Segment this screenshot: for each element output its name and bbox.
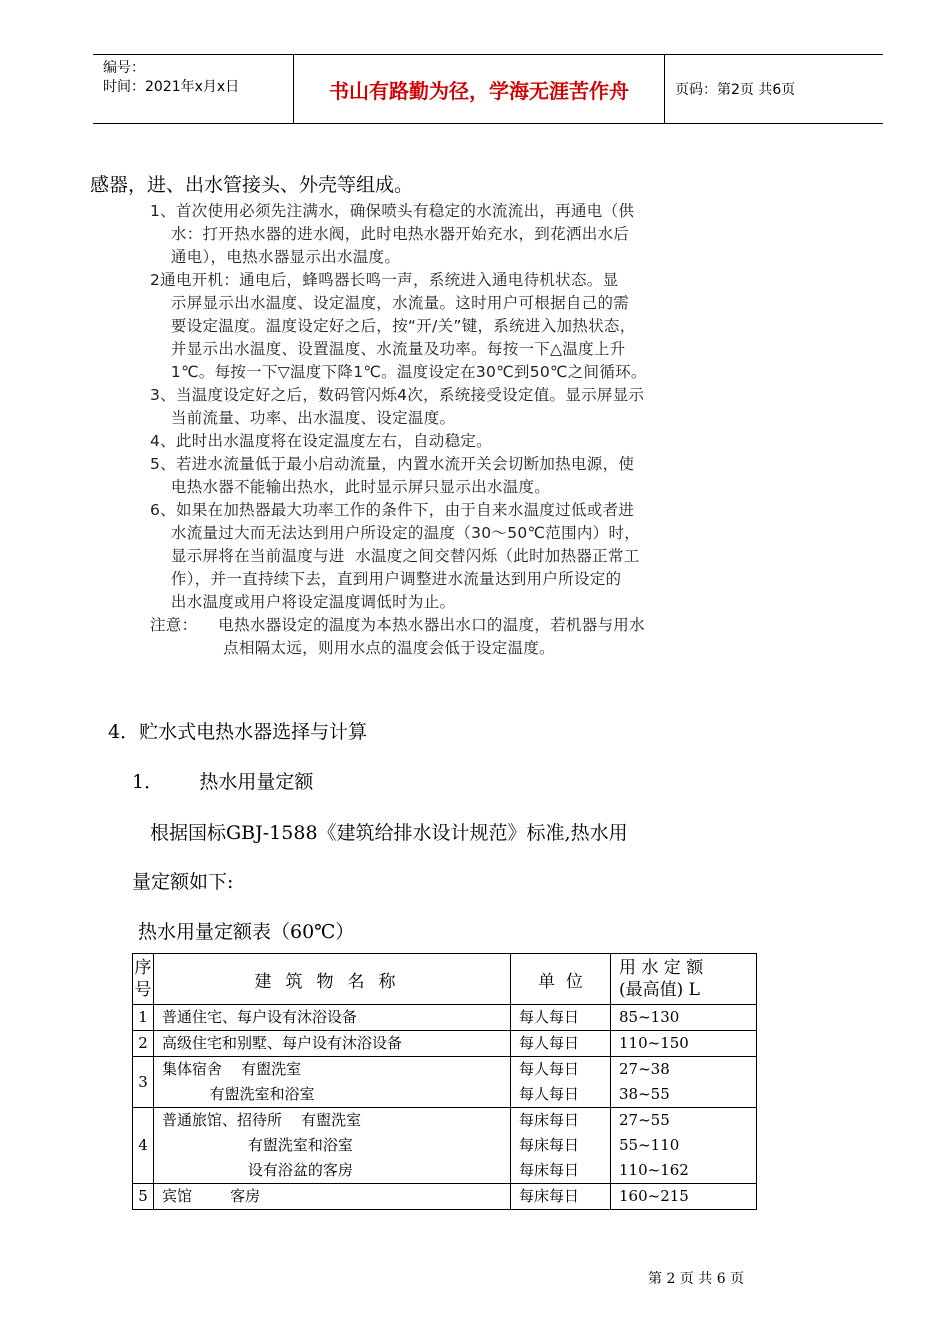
section-title: 4．贮水式电热水器选择与计算 bbox=[108, 721, 368, 743]
building-name: 普通住宅、每户设有沐浴设备 bbox=[162, 1008, 358, 1026]
quota-value: 110~150 bbox=[619, 1034, 689, 1052]
body-line-2: 量定额如下: bbox=[132, 871, 234, 893]
instruction-line: 通电），电热水器显示出水温度。 bbox=[150, 248, 401, 266]
unit-value-cell bbox=[511, 1031, 611, 1057]
quota-value-cell bbox=[611, 1005, 757, 1031]
document-time: 时间：2021年x月x日 bbox=[103, 79, 240, 95]
building-name-cell bbox=[154, 1184, 511, 1210]
quota-value: 55~110 bbox=[619, 1136, 680, 1154]
building-name: 高级住宅和别墅、每户设有沐浴设备 bbox=[162, 1034, 403, 1052]
page-footer: 第 2 页 共 6 页 bbox=[648, 1271, 745, 1287]
row-number: 1 bbox=[133, 1005, 154, 1031]
quota-value: 85~130 bbox=[619, 1008, 680, 1026]
instruction-line: 要设定温度。温度设定好之后，按“开/关”键，系统进入加热状态， bbox=[150, 317, 636, 335]
instruction-line: 作），并一直持续下去，直到用户调整进水流量达到用户所设定的 bbox=[150, 570, 622, 588]
instruction-line: 水：打开热水器的进水阀，此时电热水器开始充水，到花洒出水后 bbox=[150, 225, 630, 243]
building-name: 集体宿舍 有盥洗室 bbox=[162, 1060, 302, 1078]
instruction-line: 电热水器不能输出热水，此时显示屏只显示出水温度。 bbox=[150, 478, 551, 496]
unit-value: 每床每日 bbox=[519, 1161, 580, 1179]
quota-value-cell bbox=[611, 1031, 757, 1057]
instruction-line: 4、此时出水温度将在设定温度左右，自动稳定。 bbox=[150, 432, 492, 450]
unit-value-cell bbox=[511, 1057, 611, 1108]
table-row bbox=[133, 1031, 757, 1057]
instruction-line: 示屏显示出水温度、设定温度，水流量。这时用户可根据自己的需 bbox=[150, 294, 630, 312]
table-row bbox=[133, 1005, 757, 1031]
unit-value: 每人每日 bbox=[519, 1008, 580, 1026]
instruction-line: 1、首次使用必须先注满水，确保喷头有稳定的水流流出，再通电（供 bbox=[150, 202, 635, 220]
quota-value: 27~55 bbox=[619, 1111, 670, 1129]
quota-value-cell bbox=[611, 1108, 757, 1184]
header-unit: 单 位 bbox=[511, 954, 611, 1005]
quota-table bbox=[132, 953, 757, 1210]
unit-value-cell bbox=[511, 1005, 611, 1031]
row-number: 4 bbox=[133, 1108, 154, 1184]
instruction-line: 5、若进水流量低于最小启动流量，内置水流开关会切断加热电源，使 bbox=[150, 455, 635, 473]
header-page-info: 页码：第2页 共6页 bbox=[675, 82, 796, 98]
unit-value: 每人每日 bbox=[519, 1085, 580, 1103]
instruction-line: 当前流量、功率、出水温度、设定温度。 bbox=[150, 409, 456, 427]
building-name: 有盥洗室和浴室 bbox=[162, 1085, 315, 1103]
header-quota: 用 水 定 额 (最高值) L bbox=[611, 954, 757, 1005]
table-row bbox=[133, 1057, 757, 1108]
subsection-title: 1． 热水用量定额 bbox=[132, 771, 314, 793]
row-number: 3 bbox=[133, 1057, 154, 1108]
unit-value: 每床每日 bbox=[519, 1187, 580, 1205]
page-header bbox=[93, 54, 883, 124]
unit-value-cell bbox=[511, 1108, 611, 1184]
header-building: 建筑物名称 bbox=[154, 954, 511, 1005]
table-caption: 热水用量定额表（60℃） bbox=[138, 921, 355, 943]
instruction-line: 注意： 电热水器设定的温度为本热水器出水口的温度，若机器与用水 bbox=[150, 616, 645, 634]
quota-value-cell bbox=[611, 1057, 757, 1108]
instruction-line: 并显示出水温度、设置温度、水流量及功率。每按一下△温度上升 bbox=[150, 340, 626, 358]
instruction-line: 点相隔太远，则用水点的温度会低于设定温度。 bbox=[150, 639, 555, 657]
building-name: 有盥洗室和浴室 bbox=[162, 1136, 353, 1154]
body-line-1: 根据国标GBJ-1588《建筑给排水设计规范》标准,热水用 bbox=[150, 822, 628, 844]
header-motto: 书山有路勤为径，学海无涯苦作舟 bbox=[294, 55, 665, 123]
instruction-line: 2通电开机：通电后，蜂鸣器长鸣一声，系统进入通电待机状态。显 bbox=[150, 271, 619, 289]
building-name: 宾馆 客房 bbox=[162, 1187, 261, 1205]
instruction-line: 水流量过大而无法达到用户所设定的温度（30～50℃范围内）时， bbox=[150, 524, 641, 542]
unit-value: 每人每日 bbox=[519, 1060, 580, 1078]
unit-value: 每床每日 bbox=[519, 1136, 580, 1154]
header-meta bbox=[93, 55, 294, 123]
row-number: 2 bbox=[133, 1031, 154, 1057]
table-row bbox=[133, 1108, 757, 1184]
table-row bbox=[133, 1184, 757, 1210]
table-header-row bbox=[133, 954, 757, 1005]
instruction-line: 出水温度或用户将设定温度调低时为止。 bbox=[150, 593, 456, 611]
unit-value: 每床每日 bbox=[519, 1111, 580, 1129]
instruction-line: 显示屏将在当前温度与进 水温度之间交替闪烁（此时加热器正常工 bbox=[150, 547, 640, 565]
quota-value-cell bbox=[611, 1184, 757, 1210]
unit-value-cell bbox=[511, 1184, 611, 1210]
quota-value: 38~55 bbox=[619, 1085, 670, 1103]
instruction-line: 6、如果在加热器最大功率工作的条件下，由于自来水温度过低或者进 bbox=[150, 501, 635, 519]
building-name: 设有浴盆的客房 bbox=[162, 1161, 353, 1179]
instructions-block bbox=[150, 200, 800, 660]
intro-line: 感器，进、出水管接头、外壳等组成。 bbox=[90, 174, 414, 196]
row-number: 5 bbox=[133, 1184, 154, 1210]
instruction-line: 1℃。每按一下▽温度下降1℃。温度设定在30℃到50℃之间循环。 bbox=[150, 363, 647, 381]
unit-value: 每人每日 bbox=[519, 1034, 580, 1052]
quota-value: 110~162 bbox=[619, 1161, 689, 1179]
building-name-cell bbox=[154, 1108, 511, 1184]
document-number: 编号： bbox=[103, 60, 145, 76]
quota-value: 160~215 bbox=[619, 1187, 689, 1205]
building-name-cell bbox=[154, 1057, 511, 1108]
quota-value: 27~38 bbox=[619, 1060, 670, 1078]
instruction-line: 3、当温度设定好之后，数码管闪烁4次，系统接受设定值。显示屏显示 bbox=[150, 386, 645, 404]
header-seq: 序 号 bbox=[133, 954, 154, 1005]
building-name-cell bbox=[154, 1031, 511, 1057]
building-name-cell bbox=[154, 1005, 511, 1031]
building-name: 普通旅馆、招待所 有盥洗室 bbox=[162, 1111, 362, 1129]
